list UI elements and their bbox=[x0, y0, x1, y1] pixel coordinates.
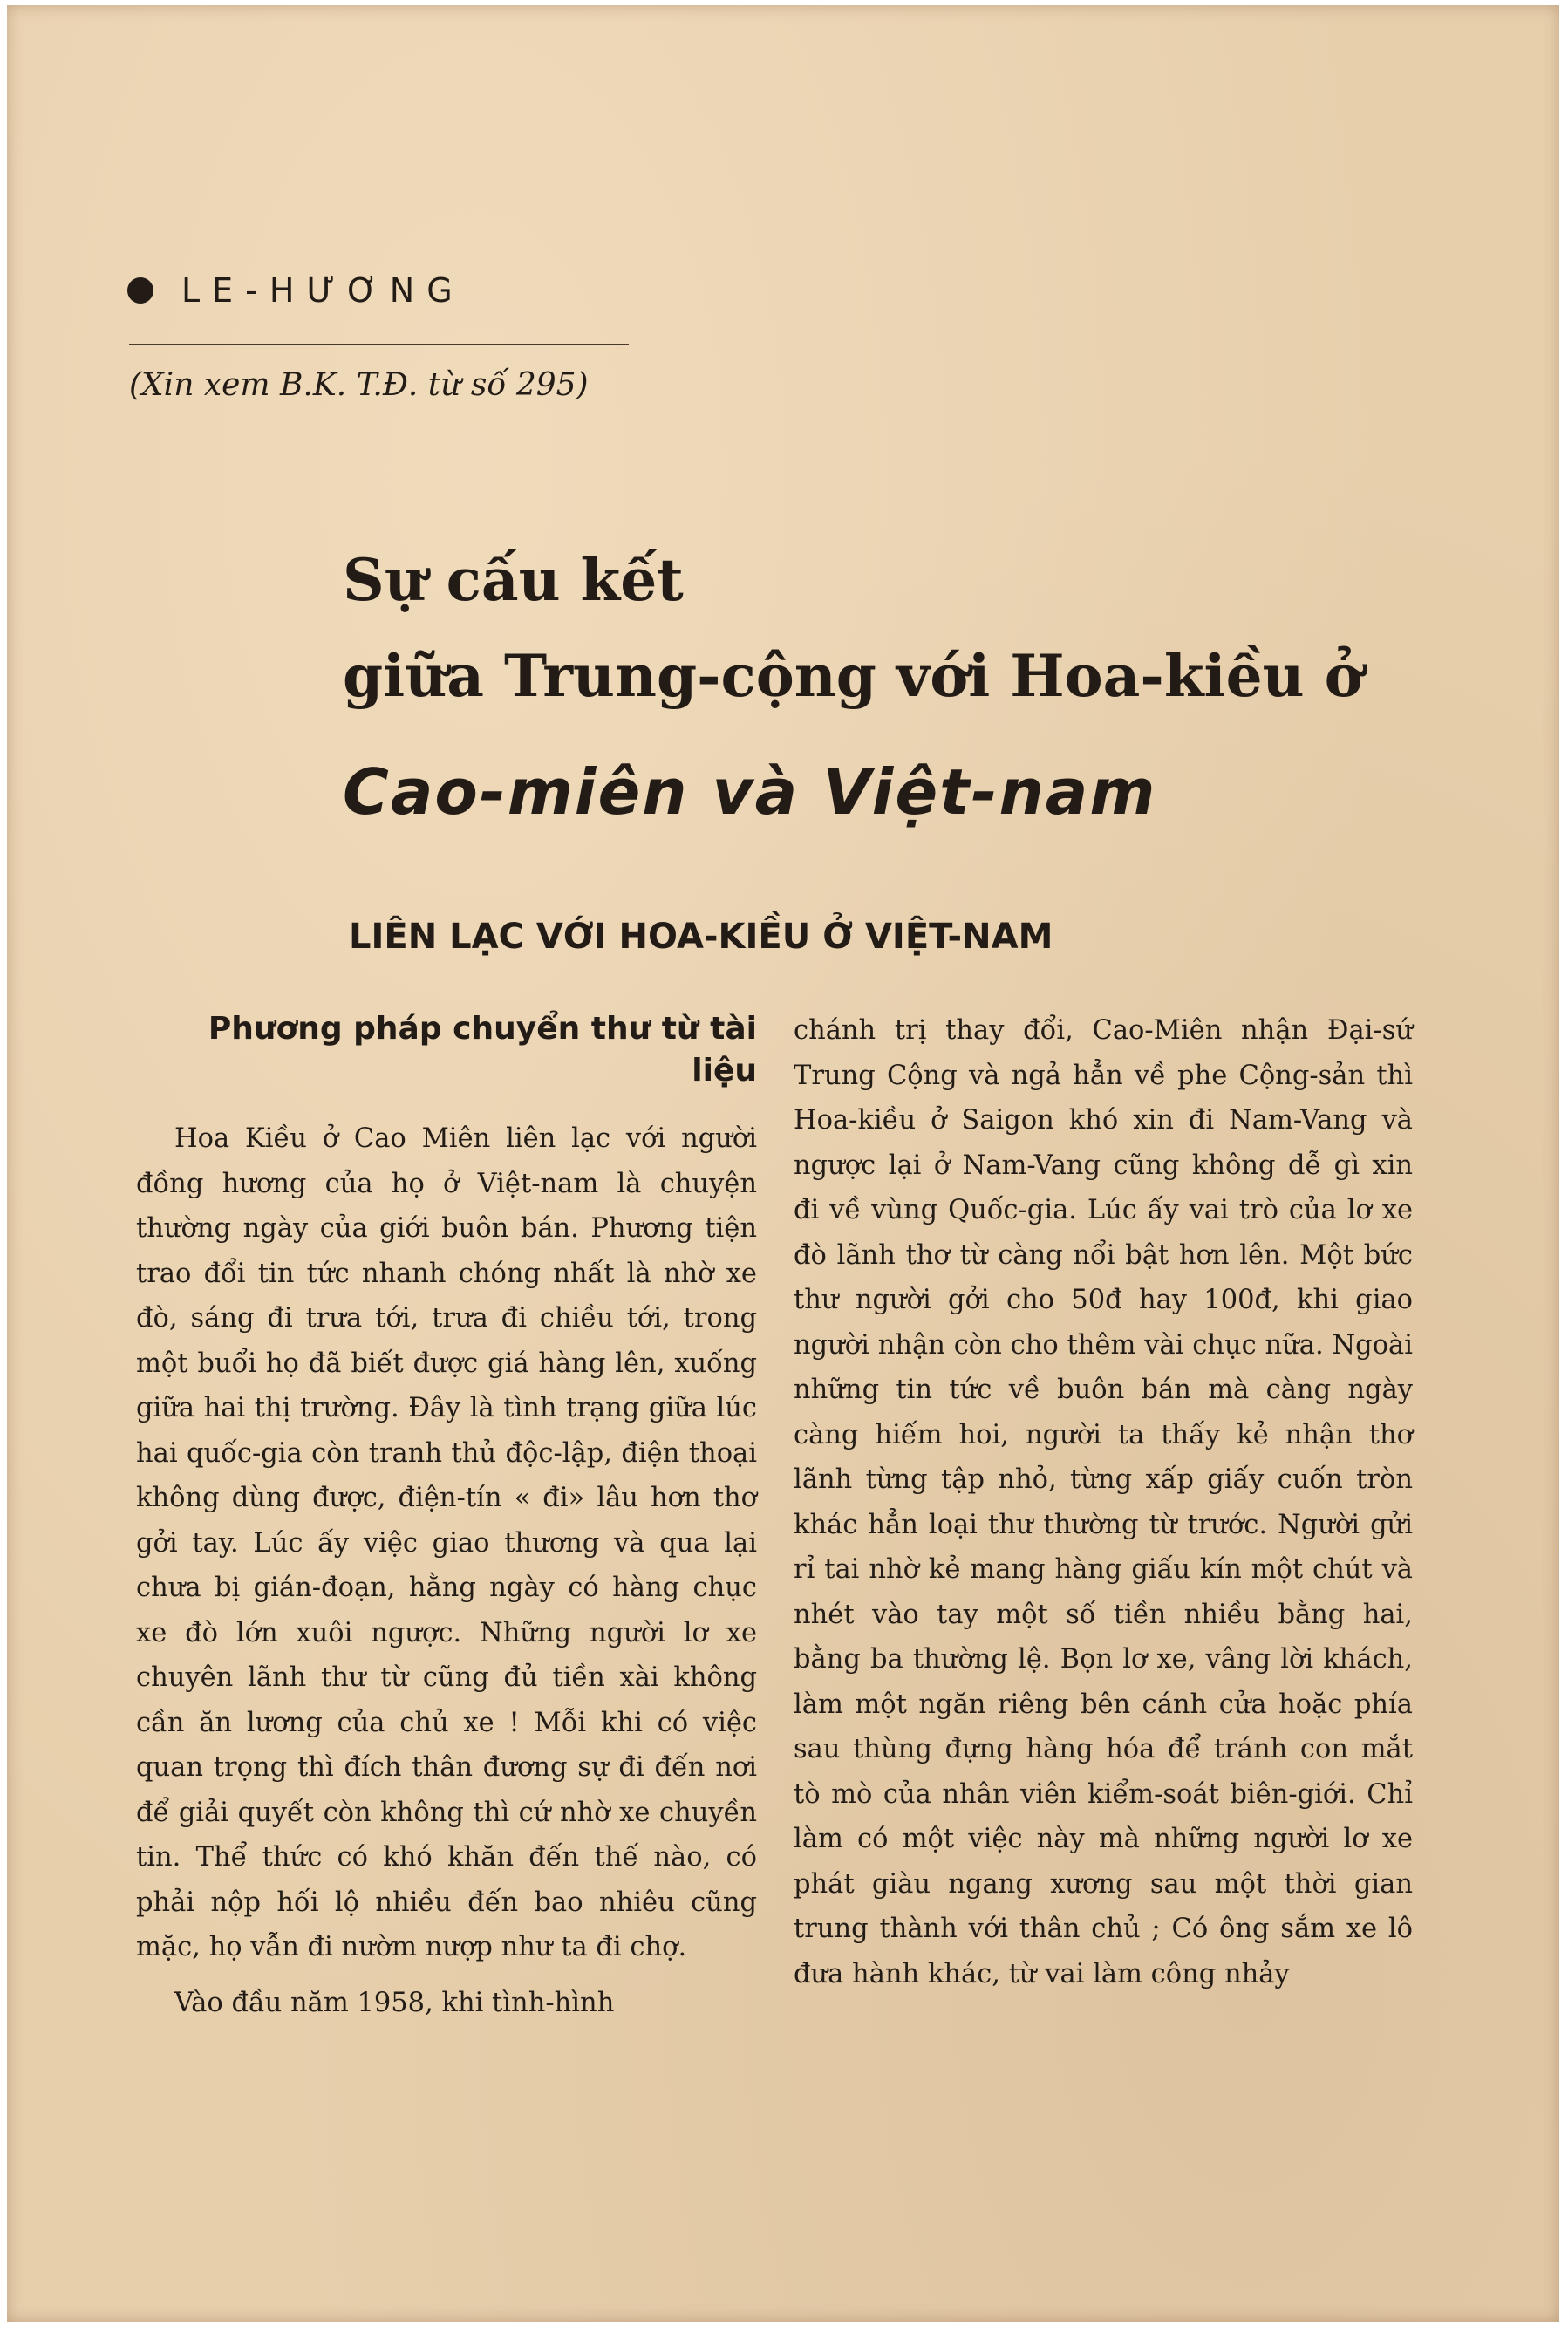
subheading: Phương pháp chuyển thư từ tài liệu bbox=[208, 1011, 757, 1088]
author-name: LE-HƯƠNG bbox=[181, 271, 465, 310]
reference-note: (Xin xem B.K. T.Đ. từ số 295) bbox=[129, 367, 589, 403]
title-line-2: giữa Trung-cộng với Hoa-kiều ở bbox=[343, 642, 1363, 710]
left-column bbox=[136, 1008, 757, 2025]
bullet-icon bbox=[127, 277, 153, 304]
right-column bbox=[794, 1008, 1413, 1996]
title-line-1: Sự cấu kết bbox=[343, 546, 684, 614]
right-paragraph-1: chánh trị thay đổi, Cao-Miên nhận Đại-sứ Trung Cộng và ngả hẳn về phe Cộng-sản thì Hoa-kiều ở Saigon khó xin đi Nam-Vang và ngược lại ở Nam-Vang cũng không dễ gì xin đi về vùng Quốc-gia. Lúc ấy vai trò của lơ xe đò lãnh thơ từ càng nổi bật hơn lên. Một bức thư người gởi cho 50đ hay 100đ, khi giao người nhận còn cho thêm vài chục nữa. Ngoài những tin tức về buôn bán mà càng ngày càng hiếm hoi, người ta thấy kẻ nhận thơ lãnh từng tập nhỏ, từng xấp giấy cuốn tròn khác hẳn loại thư thường từ trước. Người gửi rỉ tai nhờ kẻ mang hàng giấu kín một chút và nhét vào tay một số tiền nhiều bằng hai, bằng ba thường lệ. Bọn lơ xe, vâng lời khách, làm một ngăn riêng bên cánh cửa hoặc phía sau thùng đựng hàng hóa để tránh con mắt tò mò của nhân viên kiểm-soát biên-giới. Chỉ làm có một việc này mà những người lơ xe phát giàu ngang xương sau một thời gian trung thành với thân chủ ; Có ông sắm xe lô đưa hành khác, từ vai làm công nhảy bbox=[794, 1015, 1413, 1989]
divider bbox=[129, 344, 629, 345]
magazine-page bbox=[7, 5, 1559, 2322]
section-heading: LIÊN LẠC VỚI HOA-KIỀU Ở VIỆT-NAM bbox=[349, 917, 1053, 957]
title-line-3: Cao-miên và Việt-nam bbox=[343, 755, 1157, 829]
left-paragraph-2: Vào đầu năm 1958, khi tình-hình bbox=[174, 1987, 615, 2018]
author-byline bbox=[127, 271, 465, 310]
left-paragraph-1: Hoa Kiều ở Cao Miên liên lạc với người đồng hương của họ ở Việt-nam là chuyện thường ngày của giới buôn bán. Phương tiện trao đổi tin tức nhanh chóng nhất là nhờ xe đò, sáng đi trưa tới, trưa đi chiều tới, trong một buổi họ đã biết được giá hàng lên, xuống giữa hai thị trường. Đây là tình trạng giữa lúc hai quốc-gia còn tranh thủ độc-lập, điện thoại không dùng được, điện-tín « đi» lâu hơn thơ gởi tay. Lúc ấy việc giao thương và qua lại chưa bị gián-đoạn, hằng ngày có hàng chục xe đò lớn xuôi ngược. Những người lơ xe chuyên lãnh thư từ cũng đủ tiền xài không cần ăn lương của chủ xe ! Mỗi khi có việc quan trọng thì đích thân đương sự đi đến nơi để giải quyết còn không thì cứ nhờ xe chuyền tin. Thể thức có khó khăn đến thế nào, có phải nộp hối lộ nhiều đến bao nhiêu cũng mặc, họ vẫn đi nườm nượp như ta đi chợ. bbox=[136, 1123, 757, 1962]
